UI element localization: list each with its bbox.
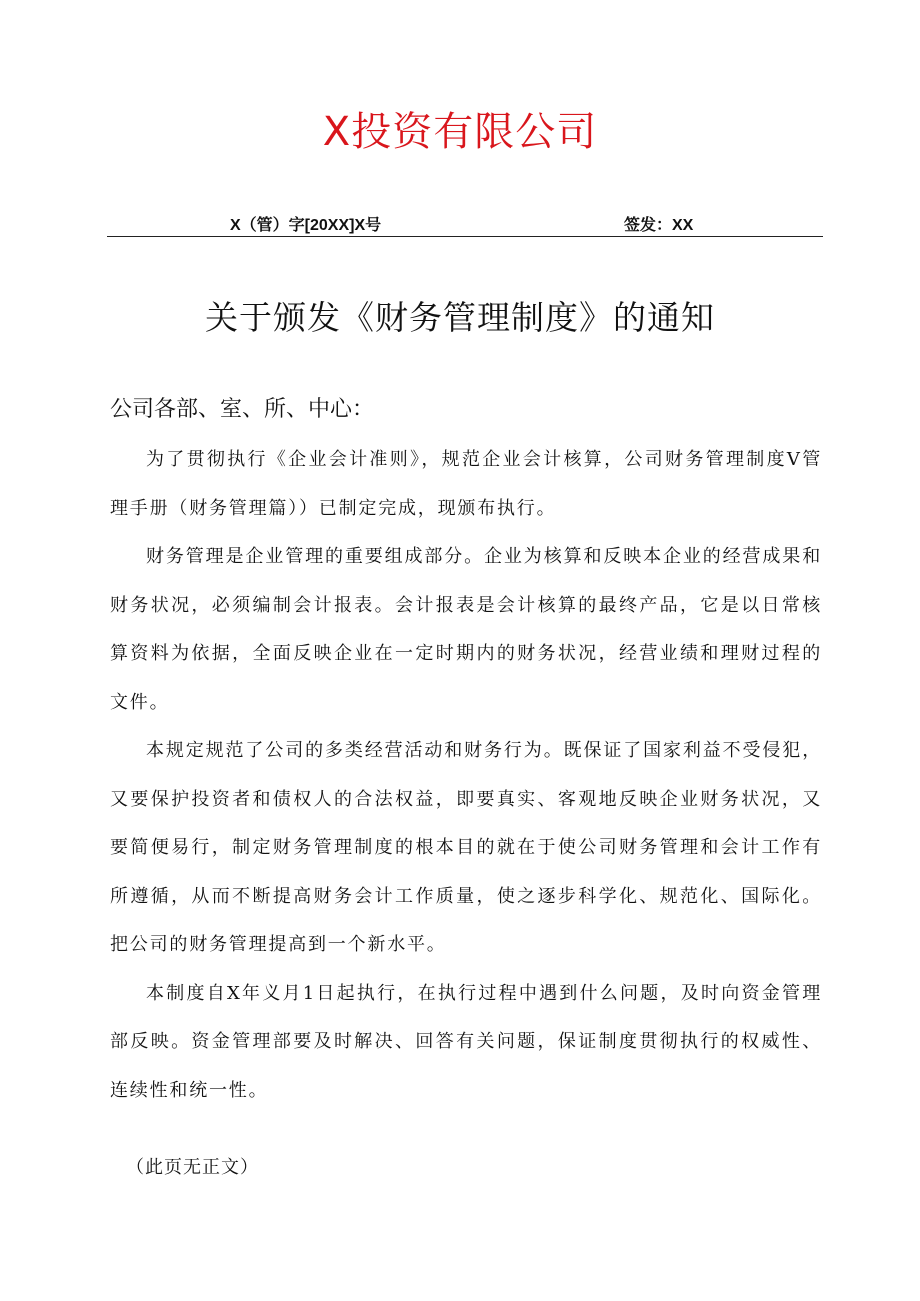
- document-number: X（管）字[20XX]X号: [230, 217, 382, 234]
- notice-title: 关于颁发《财务管理制度》的通知: [205, 298, 715, 337]
- paragraph: 为了贯彻执行《企业会计准则》，规范企业会计核算，公司财务管理制度V管理手册（财务管理篇））已制定完成，现颁布执行。: [110, 449, 822, 519]
- company-name: X投资有限公司: [322, 109, 598, 155]
- signer: 签发：XX: [624, 217, 694, 234]
- no-body-note: （此页无正文）: [126, 1157, 259, 1178]
- header-divider: [107, 236, 823, 237]
- notice-body: [110, 436, 822, 1115]
- salutation: 公司各部、室、所、中心：: [110, 397, 375, 422]
- paragraph: 本规定规范了公司的多类经营活动和财务行为。既保证了国家利益不受侵犯，又要保护投资者和债权人的合法权益，即要真实、客观地反映企业财务状况，又要简便易行，制定财务管理制度的根本目的就在于使公司财务管理和会计工作有所遵循，从而不断提高财务会计工作质量，使之逐步科学化、规范化、国际化。把公司的财务管理提高到一个新水平。: [110, 740, 822, 955]
- paragraph: 财务管理是企业管理的重要组成部分。企业为核算和反映本企业的经营成果和财务状况，必须编制会计报表。会计报表是会计核算的最终产品，它是以日常核算资料为依据，全面反映企业在一定时期内的财务状况，经营业绩和理财过程的文件。: [110, 546, 822, 713]
- paragraph: 本制度自X年义月1日起执行，在执行过程中遇到什么问题，及时向资金管理部反映。资金管理部要及时解决、回答有关问题，保证制度贯彻执行的权威性、连续性和统一性。: [110, 982, 822, 1101]
